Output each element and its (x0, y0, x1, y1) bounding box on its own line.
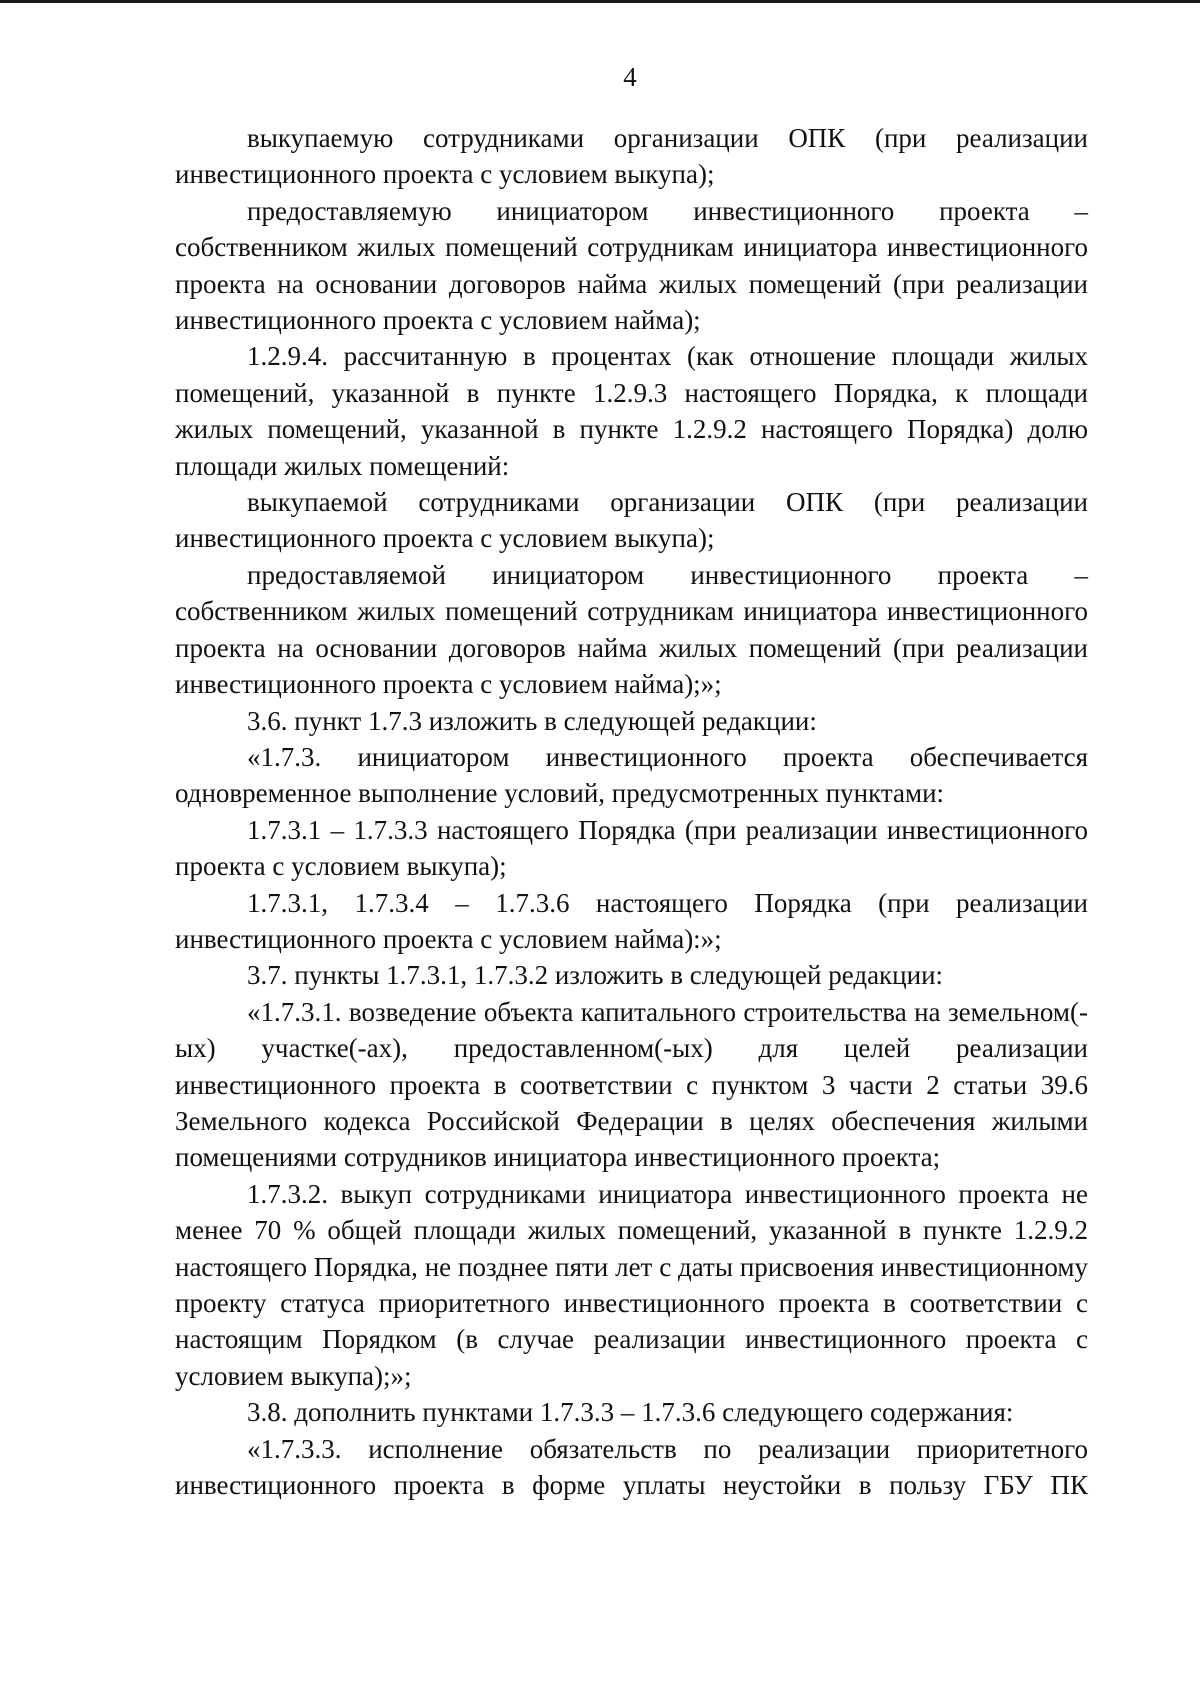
paragraph-predostavlyaemoy: предоставляемой инициатором инвестиционного проекта – собственником жилых помещений сотрудникам инициатора инвестиционного проекта на основании договоров найма жилых помещений (при реализации инвестиционного проекта с условием найма);»; (175, 559, 1088, 700)
paragraph-vykupaemoy: выкупаемой сотрудниками организации ОПК (при реализации инвестиционного проекта с условием выкупа); (175, 487, 1088, 554)
paragraph-predostavlyaemuyu: предоставляемую инициатором инвестиционного проекта – собственником жилых помещений сотрудникам инициатора инвестиционного проекта на основании договоров найма жилых помещений (при реализации инвестиционного проекта с условием найма); (175, 195, 1088, 336)
paragraph-1-7-3-1: «1.7.3.1. возведение объекта капитального строительства на земельном(-ых) участке(-ах), предоставленном(-ых) для целей реализации инвестиционного проекта в соответствии с пунктом 3 части 2 статьи 39.6 Земельного кодекса Российской Федерации в целях обеспечения жилыми помещениями сотрудников инициатора инвестиционного проекта; (175, 996, 1088, 1173)
paragraph-3-8: 3.8. дополнить пунктами 1.7.3.3 – 1.7.3.6 следующего содержания: (247, 1397, 1014, 1428)
paragraph-vykupaemuyu: выкупаемую сотрудниками организации ОПК (при реализации инвестиционного проекта с условием выкупа); (175, 123, 1088, 190)
paragraph-1-7-3-1-to-1-7-3-3: 1.7.3.1 – 1.7.3.3 настоящего Порядка (при реализации инвестиционного проекта с условием выкупа); (175, 814, 1088, 882)
scan-top-border (0, 0, 1200, 3)
paragraph-1-7-3-3: «1.7.3.3. исполнение обязательств по реализации приоритетного инвестиционного проекта в форме уплаты неустойки в пользу ГБУ ПК (175, 1433, 1088, 1501)
page-number: 4 (623, 62, 637, 92)
paragraph-1-2-9-4: 1.2.9.4. рассчитанную в процентах (как отношение площади жилых помещений, указанной в пункте 1.2.9.3 настоящего Порядка, к площади жилых помещений, указанной в пункте 1.2.9.2 настоящего Порядка) долю площади жилых помещений: (175, 341, 1088, 481)
document-body (175, 120, 1088, 1503)
paragraph-1-7-3-2: 1.7.3.2. выкуп сотрудниками инициатора инвестиционного проекта не менее 70 % общей площади жилых помещений, указанной в пункте 1.2.9.2 настоящего Порядка, не позднее пяти лет с даты присвоения инвестиционному проекту статуса приоритетного инвестиционного проекта в соответствии с настоящим Порядком (в случае реализации инвестиционного проекта с условием выкупа);»; (175, 1178, 1088, 1391)
paragraph-1-7-3: «1.7.3. инициатором инвестиционного проекта обеспечивается одновременное выполнение условий, предусмотренных пунктами: (175, 741, 1088, 809)
paragraph-3-6: 3.6. пункт 1.7.3 изложить в следующей редакции: (247, 705, 817, 736)
paragraph-1-7-3-1-1-7-3-4-to-1-7-3-6: 1.7.3.1, 1.7.3.4 – 1.7.3.6 настоящего Порядка (при реализации инвестиционного проекта с условием найма):»; (175, 887, 1088, 954)
paragraph-3-7: 3.7. пункты 1.7.3.1, 1.7.3.2 изложить в следующей редакции: (247, 960, 944, 991)
